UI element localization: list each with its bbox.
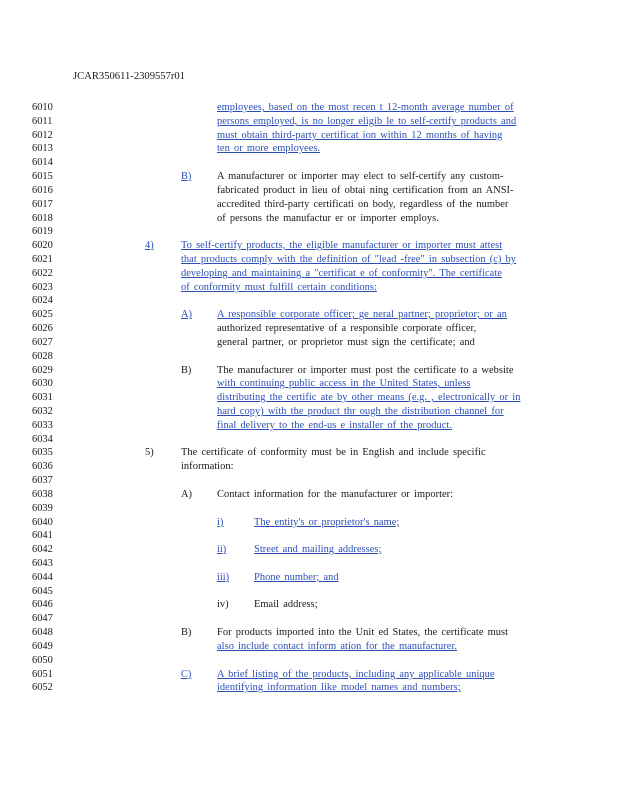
item-label: iv) [217, 599, 229, 610]
body-line: The entity's or proprietor's name; [254, 517, 400, 528]
line-number: 6029 [32, 365, 53, 376]
line-number: 6022 [32, 268, 53, 279]
item-label: C) [181, 669, 192, 680]
line-number: 6044 [32, 572, 53, 583]
item-label: A) [181, 309, 192, 320]
line-number: 6030 [32, 378, 53, 389]
line-number: 6036 [32, 461, 53, 472]
line-number: 6035 [32, 447, 53, 458]
body-line: of conformity must fulfill certain conditions: [181, 282, 377, 293]
body-line: must obtain third-party certificat ion within 12 months of having [217, 130, 503, 141]
line-number: 6017 [32, 199, 53, 210]
line-number: 6025 [32, 309, 53, 320]
line-number: 6027 [32, 337, 53, 348]
body-line: distributing the certific ate by other means (e.g. , electronically or in [217, 392, 521, 403]
line-number: 6020 [32, 240, 53, 251]
page-header: JCAR350611-2309557r01 [73, 71, 186, 82]
item-label: A) [181, 489, 192, 500]
line-number: 6014 [32, 157, 53, 168]
body-line: For products imported into the Unit ed States, the certificate must [217, 627, 509, 638]
line-number: 6023 [32, 282, 53, 293]
line-number: 6019 [32, 226, 53, 237]
body-line: developing and maintaining a "certificat e of conformity". The certificate [181, 268, 502, 279]
line-number: 6052 [32, 682, 53, 693]
body-line: final delivery to the end-us e installer of the product. [217, 420, 453, 431]
body-line: ten or more employees. [217, 143, 321, 154]
body-line: Street and mailing addresses; [254, 544, 382, 555]
body-line: with continuing public access in the United States, unless [217, 378, 471, 389]
item-label: i) [217, 517, 224, 528]
line-number: 6049 [32, 641, 53, 652]
body-line: A brief listing of the products, including any applicable unique [217, 669, 495, 680]
line-number: 6042 [32, 544, 53, 555]
line-number: 6015 [32, 171, 53, 182]
line-number: 6040 [32, 517, 53, 528]
item-label: ii) [217, 544, 227, 555]
line-number: 6033 [32, 420, 53, 431]
line-number: 6024 [32, 295, 53, 306]
body-line: Phone number; and [254, 572, 339, 583]
item-label: B) [181, 171, 192, 182]
line-number: 6043 [32, 558, 53, 569]
body-line: identifying information like model names and numbers; [217, 682, 461, 693]
body-line: A manufacturer or importer may elect to self-certify any custom- [217, 171, 504, 182]
body-line: employees, based on the most recen t 12-month average number of [217, 102, 514, 113]
line-number: 6010 [32, 102, 53, 113]
line-number: 6013 [32, 143, 53, 154]
line-number: 6039 [32, 503, 53, 514]
line-number: 6012 [32, 130, 53, 141]
item-label: iii) [217, 572, 230, 583]
body-line: The certificate of conformity must be in English and include specific [181, 447, 486, 458]
item-label: B) [181, 627, 192, 638]
body-line: also include contact inform ation for the manufacturer. [217, 641, 458, 652]
body-line: To self-certify products, the eligible manufacturer or importer must attest [181, 240, 503, 251]
body-line: accredited third-party certificati on body, regardless of the number [217, 199, 509, 210]
body-line: The manufacturer or importer must post the certificate to a website [217, 365, 514, 376]
body-line: general partner, or proprietor must sign the certificate; and [217, 337, 475, 348]
item-label: 4) [145, 240, 154, 251]
line-number: 6021 [32, 254, 53, 265]
line-number: 6046 [32, 599, 53, 610]
line-number: 6048 [32, 627, 53, 638]
body-line: Contact information for the manufacturer or importer: [217, 489, 454, 500]
line-number: 6026 [32, 323, 53, 334]
line-number: 6037 [32, 475, 53, 486]
body-line: A responsible corporate officer; ge neral partner; proprietor; or an [217, 309, 507, 320]
line-number: 6051 [32, 669, 53, 680]
body-line: that products comply with the definition of "lead -free" in subsection (c) by [181, 254, 517, 265]
line-number: 6038 [32, 489, 53, 500]
line-number: 6047 [32, 613, 53, 624]
line-number: 6016 [32, 185, 53, 196]
body-line: Email address; [254, 599, 318, 610]
body-line: hard copy) with the product thr ough the distribution channel for [217, 406, 504, 417]
line-number: 6031 [32, 392, 53, 403]
item-label: B) [181, 365, 192, 376]
body-line: of persons the manufactur er or importer employs. [217, 213, 439, 224]
line-number: 6032 [32, 406, 53, 417]
line-number: 6050 [32, 655, 53, 666]
line-number: 6028 [32, 351, 53, 362]
line-number: 6011 [32, 116, 53, 127]
body-line: authorized representative of a responsible corporate officer, [217, 323, 477, 334]
line-number: 6034 [32, 434, 53, 445]
line-number: 6045 [32, 586, 53, 597]
body-line: fabricated product in lieu of obtai ning certification from an ANSI- [217, 185, 514, 196]
line-number: 6041 [32, 530, 53, 541]
line-number: 6018 [32, 213, 53, 224]
body-line: persons employed, is no longer eligib le to self-certify products and [217, 116, 517, 127]
body-line: information: [181, 461, 234, 472]
item-label: 5) [145, 447, 154, 458]
